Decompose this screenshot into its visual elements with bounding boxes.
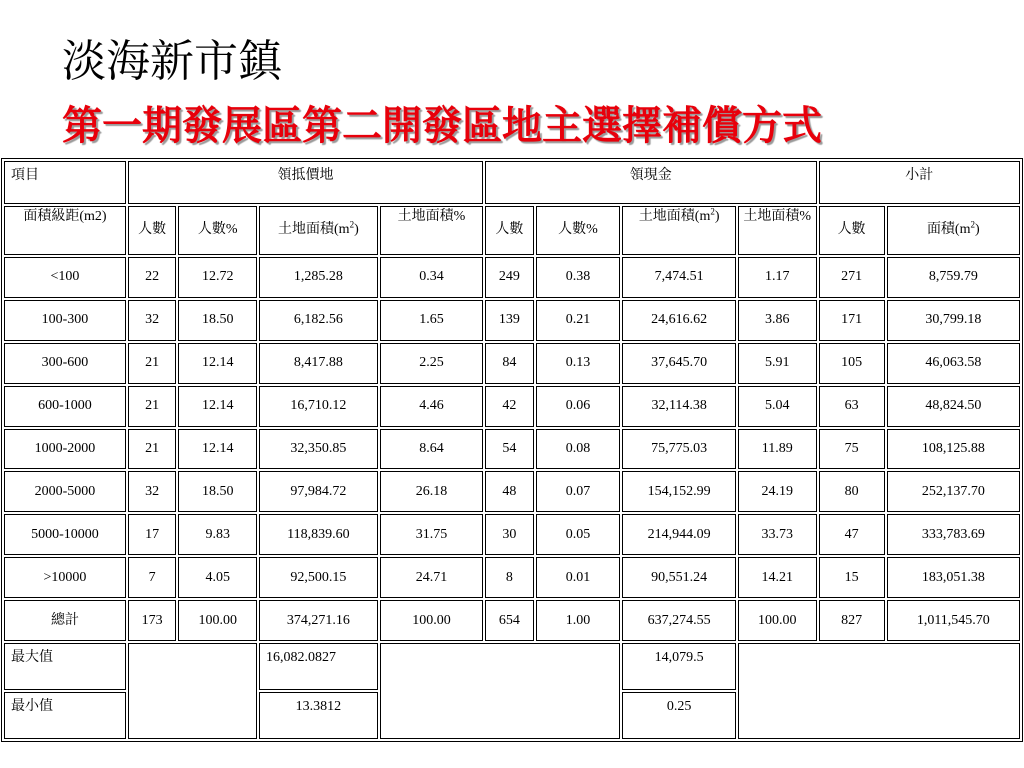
- cell-land-area: 97,984.72: [259, 471, 378, 512]
- cell-cash-count-pct: 1.00: [536, 600, 621, 641]
- header-land: 領抵價地: [128, 161, 483, 204]
- cell-land-area-pct: 26.18: [380, 471, 483, 512]
- cell-cash-area-pct: 33.73: [738, 514, 817, 555]
- cell-sub-area: 30,799.18: [887, 300, 1020, 341]
- cell-land-area-pct: 100.00: [380, 600, 483, 641]
- cell-cash-count-pct: 0.13: [536, 343, 621, 384]
- cell-land-count-pct: 4.05: [178, 557, 257, 598]
- sub-header-row: [4, 206, 1020, 255]
- cell-land-area-pct: 24.71: [380, 557, 483, 598]
- cell-cash-count-pct: 0.01: [536, 557, 621, 598]
- cell-land-count-pct: 9.83: [178, 514, 257, 555]
- cell-cash-area-pct: 14.21: [738, 557, 817, 598]
- max-label: 最大值: [4, 643, 126, 690]
- cell-cash-area-pct: 3.86: [738, 300, 817, 341]
- compensation-table: [1, 158, 1023, 742]
- cell-sub-count: 80: [819, 471, 885, 512]
- cell-cash-area: 7,474.51: [622, 257, 736, 298]
- cell-land-area: 374,271.16: [259, 600, 378, 641]
- table-row: [4, 257, 1020, 298]
- cell-area-grade: 1000-2000: [4, 429, 126, 470]
- cell-land-count: 22: [128, 257, 177, 298]
- cell-cash-count-pct: 0.38: [536, 257, 621, 298]
- cell-land-count: 32: [128, 471, 177, 512]
- cell-cash-area-pct: 24.19: [738, 471, 817, 512]
- header-land-area: 土地面積$(m^2)$: [259, 206, 378, 255]
- cell-land-area: 92,500.15: [259, 557, 378, 598]
- cell-cash-area-pct: 100.00: [738, 600, 817, 641]
- blank-cell: [128, 643, 257, 739]
- cell-cash-count-pct: 0.08: [536, 429, 621, 470]
- cell-land-count-pct: 12.14: [178, 343, 257, 384]
- cell-area-grade: 總計: [4, 600, 126, 641]
- cell-sub-area: 46,063.58: [887, 343, 1020, 384]
- header-sub-area: 面積$(m^2)$: [887, 206, 1020, 255]
- cell-area-grade: 100-300: [4, 300, 126, 341]
- table-row: [4, 557, 1020, 598]
- page-subtitle: 第一期發展區第二開發區地主選擇補償方式: [62, 102, 822, 149]
- header-land-count: 人數: [128, 206, 177, 255]
- cell-land-count: 21: [128, 343, 177, 384]
- cell-cash-count-pct: 0.07: [536, 471, 621, 512]
- header-item: 項目: [4, 161, 126, 204]
- cell-area-grade: <100: [4, 257, 126, 298]
- cell-land-count: 32: [128, 300, 177, 341]
- cell-sub-area: 183,051.38: [887, 557, 1020, 598]
- cell-cash-area: 214,944.09: [622, 514, 736, 555]
- cell-land-area: 8,417.88: [259, 343, 378, 384]
- cell-land-area-pct: 0.34: [380, 257, 483, 298]
- table-row: [4, 300, 1020, 341]
- table-row: [4, 429, 1020, 470]
- header-subtotal: 小計: [819, 161, 1020, 204]
- header-cash-area-pct: 土地面積%: [738, 206, 817, 255]
- cell-area-grade: >10000: [4, 557, 126, 598]
- cell-cash-area: 24,616.62: [622, 300, 736, 341]
- cell-cash-area-pct: 5.91: [738, 343, 817, 384]
- cell-land-count: 17: [128, 514, 177, 555]
- cell-land-count-pct: 18.50: [178, 471, 257, 512]
- blank-cell: [380, 643, 621, 739]
- table-row: [4, 514, 1020, 555]
- cell-sub-count: 827: [819, 600, 885, 641]
- min-land-value: 13.3812: [259, 692, 378, 739]
- max-land-value: 16,082.0827: [259, 643, 378, 690]
- cell-sub-count: 15: [819, 557, 885, 598]
- cell-land-area-pct: 2.25: [380, 343, 483, 384]
- header-sub-count: 人數: [819, 206, 885, 255]
- cell-land-area-pct: 8.64: [380, 429, 483, 470]
- max-cash-value: 14,079.5: [622, 643, 736, 690]
- cell-land-area: 1,285.28: [259, 257, 378, 298]
- cell-land-count-pct: 12.14: [178, 429, 257, 470]
- cell-land-area: 118,839.60: [259, 514, 378, 555]
- cell-cash-area: 32,114.38: [622, 386, 736, 427]
- header-cash: 領現金: [485, 161, 816, 204]
- header-land-count-pct: 人數%: [178, 206, 257, 255]
- cell-cash-count: 8: [485, 557, 534, 598]
- cell-land-area: 16,710.12: [259, 386, 378, 427]
- cell-cash-area: 75,775.03: [622, 429, 736, 470]
- cell-cash-count-pct: 0.06: [536, 386, 621, 427]
- table-row: [4, 386, 1020, 427]
- header-cash-count: 人數: [485, 206, 534, 255]
- min-label: 最小值: [4, 692, 126, 739]
- cell-cash-count-pct: 0.05: [536, 514, 621, 555]
- cell-land-area-pct: 1.65: [380, 300, 483, 341]
- cell-sub-count: 47: [819, 514, 885, 555]
- table-row: [4, 471, 1020, 512]
- cell-land-count: 21: [128, 386, 177, 427]
- cell-land-count-pct: 12.14: [178, 386, 257, 427]
- data-rows: [4, 257, 1020, 641]
- cell-area-grade: 300-600: [4, 343, 126, 384]
- cell-sub-count: 105: [819, 343, 885, 384]
- cell-cash-count: 654: [485, 600, 534, 641]
- cell-land-count-pct: 18.50: [178, 300, 257, 341]
- cell-sub-area: 252,137.70: [887, 471, 1020, 512]
- cell-land-area: 6,182.56: [259, 300, 378, 341]
- cell-land-count: 21: [128, 429, 177, 470]
- blank-cell: [738, 643, 1020, 739]
- cell-land-area: 32,350.85: [259, 429, 378, 470]
- table-row: [4, 343, 1020, 384]
- header-cash-count-pct: 人數%: [536, 206, 621, 255]
- cell-sub-area: 48,824.50: [887, 386, 1020, 427]
- cell-cash-count: 42: [485, 386, 534, 427]
- total-row: [4, 600, 1020, 641]
- cell-sub-area: 333,783.69: [887, 514, 1020, 555]
- cell-cash-count-pct: 0.21: [536, 300, 621, 341]
- cell-cash-area: 637,274.55: [622, 600, 736, 641]
- cell-sub-count: 75: [819, 429, 885, 470]
- cell-cash-area: 90,551.24: [622, 557, 736, 598]
- cell-area-grade: 5000-10000: [4, 514, 126, 555]
- cell-land-count: 173: [128, 600, 177, 641]
- cell-land-count: 7: [128, 557, 177, 598]
- cell-cash-count: 48: [485, 471, 534, 512]
- cell-cash-count: 84: [485, 343, 534, 384]
- cell-cash-area-pct: 1.17: [738, 257, 817, 298]
- cell-cash-count: 30: [485, 514, 534, 555]
- header-area-grade: 面積級距(m2): [4, 206, 126, 255]
- cell-sub-count: 63: [819, 386, 885, 427]
- cell-cash-area: 154,152.99: [622, 471, 736, 512]
- cell-sub-count: 271: [819, 257, 885, 298]
- cell-cash-count: 54: [485, 429, 534, 470]
- cell-cash-area-pct: 5.04: [738, 386, 817, 427]
- cell-sub-area: 1,011,545.70: [887, 600, 1020, 641]
- cell-sub-area: 108,125.88: [887, 429, 1020, 470]
- cell-cash-count: 139: [485, 300, 534, 341]
- group-header-row: [4, 161, 1020, 204]
- max-row: [4, 643, 1020, 690]
- cell-sub-count: 171: [819, 300, 885, 341]
- header-land-area-pct: 土地面積%: [380, 206, 483, 255]
- cell-cash-count: 249: [485, 257, 534, 298]
- header-cash-area: 土地面積$(m^2)$: [622, 206, 736, 255]
- cell-land-count-pct: 12.72: [178, 257, 257, 298]
- cell-land-count-pct: 100.00: [178, 600, 257, 641]
- cell-land-area-pct: 31.75: [380, 514, 483, 555]
- min-cash-value: 0.25: [622, 692, 736, 739]
- cell-sub-area: 8,759.79: [887, 257, 1020, 298]
- cell-land-area-pct: 4.46: [380, 386, 483, 427]
- cell-cash-area: 37,645.70: [622, 343, 736, 384]
- cell-area-grade: 600-1000: [4, 386, 126, 427]
- cell-area-grade: 2000-5000: [4, 471, 126, 512]
- cell-cash-area-pct: 11.89: [738, 429, 817, 470]
- page-title: 淡海新市鎮: [62, 36, 282, 87]
